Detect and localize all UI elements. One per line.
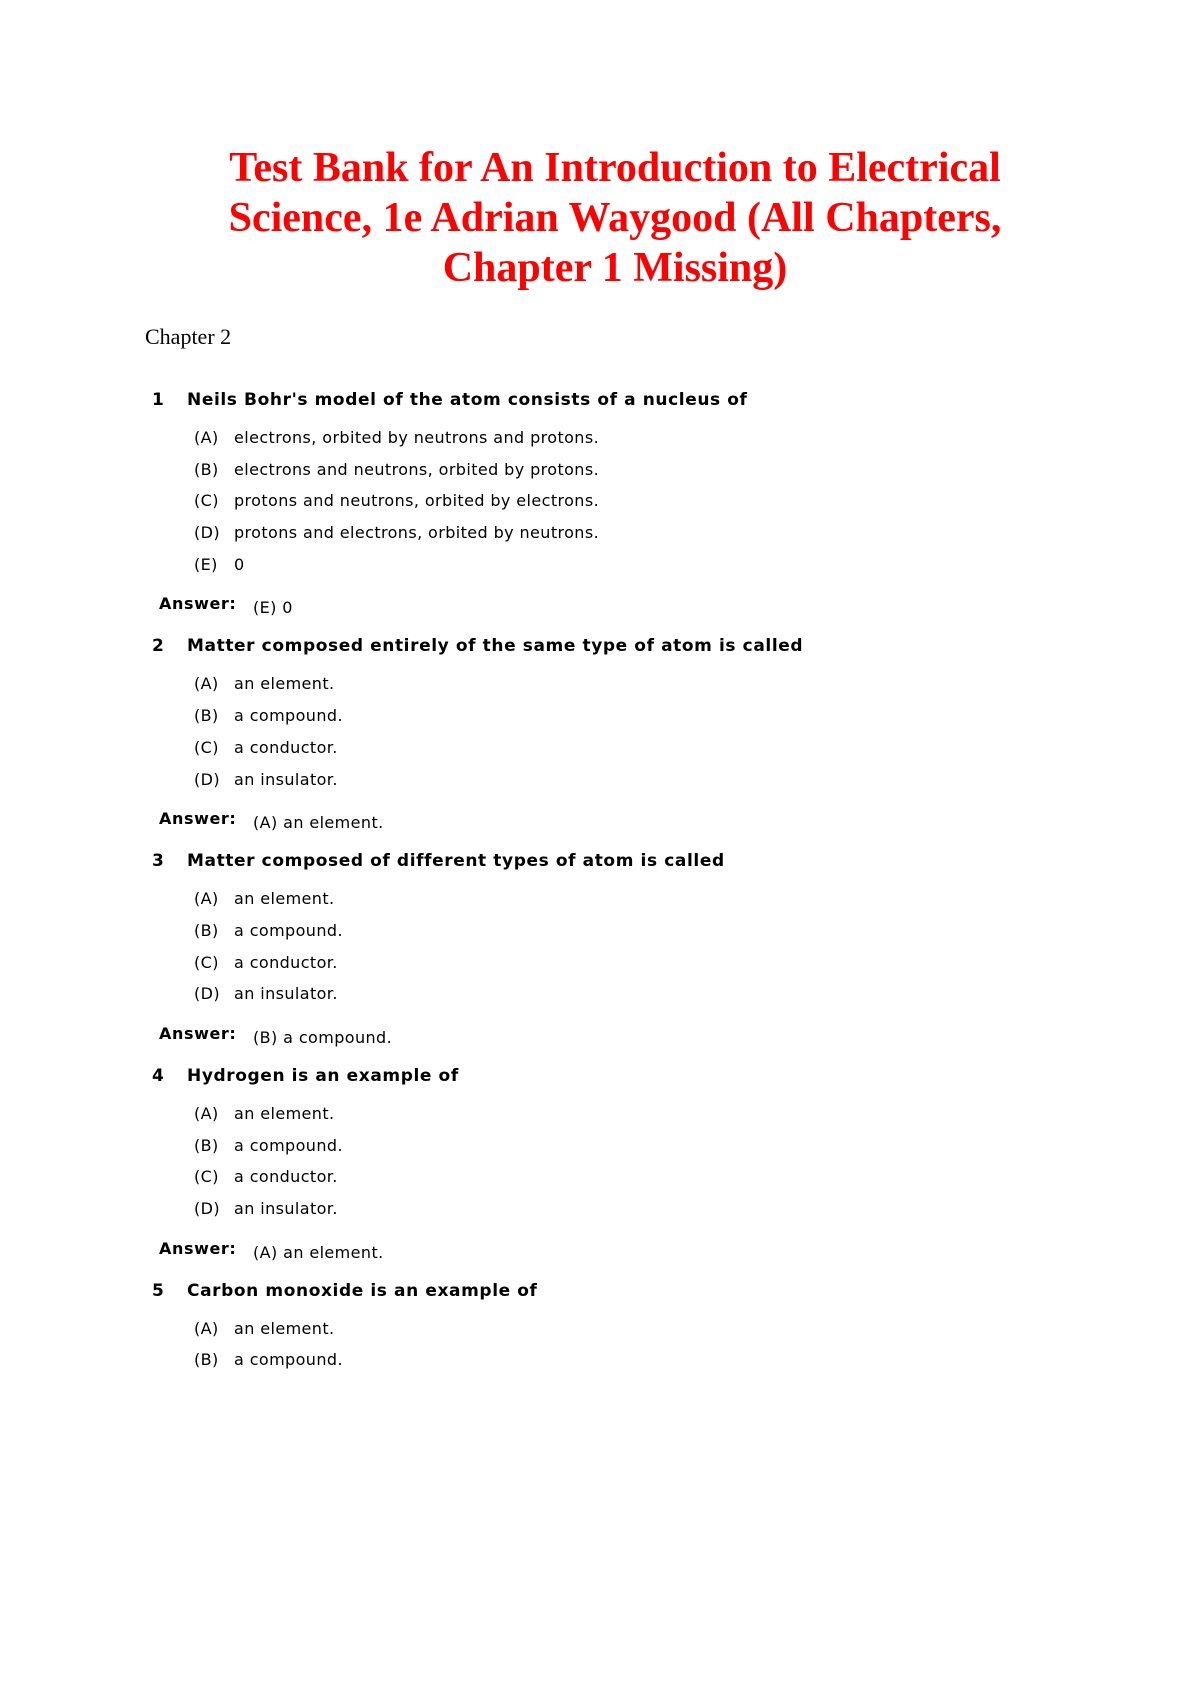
- question-text: Matter composed of different types of atom is called: [187, 851, 725, 872]
- option-text: a conductor.: [234, 1167, 338, 1187]
- option-text: a compound.: [234, 1350, 343, 1370]
- answer-option: [0, 732, 1191, 764]
- option-text: an element.: [234, 889, 335, 909]
- question-number: 2: [152, 636, 165, 657]
- answer-value: (A) an element.: [253, 813, 384, 833]
- option-letter: (C): [194, 1167, 219, 1187]
- option-letter: (C): [194, 737, 219, 757]
- answer-option: [0, 668, 1191, 700]
- option-letter: (B): [194, 706, 219, 726]
- question-number: 1: [152, 390, 165, 410]
- option-text: a compound.: [234, 1135, 343, 1155]
- question-block: [0, 1060, 1191, 1275]
- option-letter: (C): [194, 952, 219, 972]
- question-line: [0, 384, 1191, 416]
- question-line: [0, 1060, 1191, 1092]
- option-letter: (A): [194, 674, 219, 694]
- question-number: 3: [152, 851, 165, 872]
- answer-line: [0, 1229, 1191, 1275]
- option-list: [0, 662, 1191, 795]
- answer-option: [0, 1344, 1191, 1376]
- option-text: electrons, orbited by neutrons and protons.: [234, 428, 600, 447]
- answer-option: [0, 764, 1191, 796]
- option-letter: (D): [194, 523, 221, 543]
- answer-option: [0, 947, 1191, 979]
- option-letter: (B): [194, 1135, 219, 1155]
- option-letter: (A): [194, 1103, 219, 1123]
- answer-label: Answer:: [159, 594, 237, 614]
- answer-option: [0, 1130, 1191, 1162]
- option-text: protons and neutrons, orbited by electrons.: [234, 491, 600, 511]
- option-list: [0, 877, 1191, 1010]
- answer-option: [0, 454, 1191, 486]
- question-line: [0, 630, 1191, 662]
- option-text: a conductor.: [234, 737, 338, 757]
- option-letter: (D): [194, 769, 221, 789]
- answer-label: Answer:: [159, 809, 237, 829]
- option-text: an insulator.: [234, 984, 338, 1004]
- option-text: an element.: [234, 1318, 335, 1338]
- question-text: Hydrogen is an example of: [187, 1065, 459, 1086]
- question-block: [0, 384, 1191, 630]
- question-block: [0, 630, 1191, 845]
- answer-option: [0, 517, 1191, 549]
- option-letter: (D): [194, 984, 221, 1004]
- chapter-heading: Chapter 2: [145, 324, 232, 349]
- answer-option: [0, 1193, 1191, 1225]
- answer-value: (A) an element.: [253, 1242, 384, 1262]
- option-text: a compound.: [234, 920, 343, 940]
- option-text: protons and electrons, orbited by neutrons.: [234, 523, 600, 543]
- answer-option: [0, 915, 1191, 947]
- answer-label: Answer:: [159, 1238, 237, 1258]
- answer-option: [0, 549, 1191, 581]
- question-text: Matter composed entirely of the same type of atom is called: [187, 636, 804, 657]
- answer-option: [0, 1313, 1191, 1345]
- option-letter: (A): [194, 428, 219, 447]
- answer-line: [0, 1014, 1191, 1060]
- answer-option: [0, 485, 1191, 517]
- option-text: a conductor.: [234, 952, 338, 972]
- answer-label: Answer:: [159, 1023, 237, 1043]
- answer-option: [0, 1098, 1191, 1130]
- question-text: Carbon monoxide is an example of: [187, 1280, 538, 1301]
- question-number: 4: [152, 1065, 165, 1086]
- option-letter: (D): [194, 1199, 221, 1218]
- question-line: [0, 1275, 1191, 1307]
- question-line: [0, 845, 1191, 877]
- option-letter: (B): [194, 920, 219, 940]
- question-block: [0, 1275, 1191, 1376]
- answer-option: [0, 978, 1191, 1010]
- answer-option: [0, 422, 1191, 454]
- option-text: an element.: [234, 674, 335, 694]
- option-text: an element.: [234, 1103, 335, 1123]
- answer-value: (E) 0: [253, 598, 293, 618]
- document-title: Test Bank for An Introduction to Electrical Science, 1e Adrian Waygood (All Chapters, Chapter 1 Missing): [228, 145, 1002, 291]
- question-block: [0, 845, 1191, 1060]
- option-text: an insulator.: [234, 769, 338, 789]
- option-text: a compound.: [234, 706, 343, 726]
- answer-value: (B) a compound.: [253, 1027, 393, 1047]
- answer-line: [0, 799, 1191, 845]
- option-list: [0, 1307, 1191, 1376]
- question-text: Neils Bohr's model of the atom consists of a nucleus of: [187, 390, 748, 410]
- option-letter: (C): [194, 491, 219, 511]
- question-number: 5: [152, 1280, 165, 1301]
- option-list: [0, 1092, 1191, 1225]
- option-list: [0, 416, 1191, 580]
- option-text: an insulator.: [234, 1199, 338, 1218]
- option-letter: (A): [194, 889, 219, 909]
- option-letter: (B): [194, 1350, 219, 1370]
- option-text: 0: [234, 554, 245, 574]
- answer-line: [0, 584, 1191, 630]
- option-letter: (E): [194, 554, 218, 574]
- answer-option: [0, 883, 1191, 915]
- option-text: electrons and neutrons, orbited by protons.: [234, 459, 600, 479]
- option-letter: (A): [194, 1318, 219, 1338]
- answer-option: [0, 700, 1191, 732]
- option-letter: (B): [194, 459, 219, 479]
- question-list: [0, 384, 1191, 1376]
- answer-option: [0, 1161, 1191, 1193]
